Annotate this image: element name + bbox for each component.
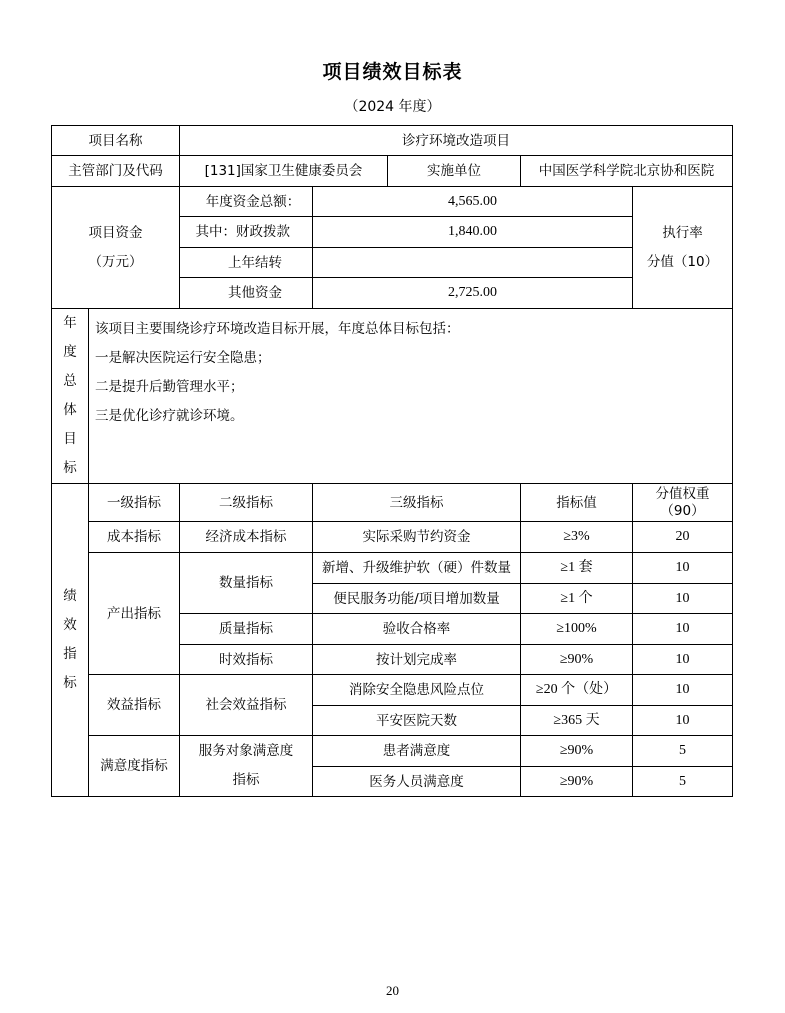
output-quantity-weight: 10 <box>633 584 733 614</box>
unit-value: 中国医学科学院北京协和医院 <box>521 156 733 187</box>
annual-goal-char: 目 <box>63 431 77 447</box>
page-number: 20 <box>386 983 399 998</box>
table-row <box>52 736 733 767</box>
header-value: 指标值 <box>521 484 633 522</box>
output-quality-value: ≥100% <box>521 614 633 645</box>
benefit-value: ≥365 天 <box>521 706 633 736</box>
benefit-value: ≥20 个（处） <box>521 675 633 706</box>
header-level2: 二级指标 <box>180 484 313 522</box>
header-weight-line2: （90） <box>660 502 705 519</box>
annual-goal-char: 度 <box>63 344 77 360</box>
output-timeliness-label: 时效指标 <box>180 645 313 675</box>
output-quantity-value: ≥1 套 <box>521 553 633 584</box>
annual-goal-content <box>89 309 733 484</box>
satisfaction-level2-line1: 服务对象满意度 <box>198 743 294 759</box>
row-project-name <box>52 126 733 156</box>
annual-goal-char: 体 <box>63 402 77 418</box>
satisfaction-level3: 医务人员满意度 <box>313 767 521 797</box>
performance-char: 效 <box>63 617 77 633</box>
annual-goal-char: 年 <box>63 315 77 331</box>
output-timeliness-level3: 按计划完成率 <box>313 645 521 675</box>
satisfaction-level2-line2: 指标 <box>232 772 260 788</box>
cost-level3: 实际采购节约资金 <box>313 522 521 553</box>
satisfaction-level3: 患者满意度 <box>313 736 521 767</box>
funds-label-line1: 项目资金 <box>88 224 143 241</box>
dept-value: [131]国家卫生健康委员会 <box>180 156 388 187</box>
funds-other-label: 其他资金 <box>180 278 313 309</box>
cost-value: ≥3% <box>521 522 633 553</box>
benefit-weight: 10 <box>633 706 733 736</box>
output-quality-level3: 验收合格率 <box>313 614 521 645</box>
annual-goal-char: 总 <box>63 373 77 389</box>
cost-level1: 成本指标 <box>89 522 180 553</box>
row-department <box>52 156 733 187</box>
funds-fiscal-label: 其中：财政拨款 <box>180 217 313 248</box>
output-quantity-weight: 10 <box>633 553 733 584</box>
annual-goal-label <box>52 309 89 484</box>
output-level1: 产出指标 <box>89 553 180 675</box>
satisfaction-weight: 5 <box>633 736 733 767</box>
performance-char: 标 <box>63 675 77 691</box>
benefit-weight: 10 <box>633 675 733 706</box>
page-title: 项目绩效目标表 <box>322 61 463 83</box>
execution-rate-line2: 分值（10） <box>646 253 719 270</box>
row-performance-header <box>52 484 733 522</box>
benefit-level1: 效益指标 <box>89 675 180 736</box>
annual-goal-line: 该项目主要围绕诊疗环境改造目标开展，年度总体目标包括： <box>95 321 460 337</box>
funds-fiscal-value: 1,840.00 <box>313 217 633 248</box>
output-quality-weight: 10 <box>633 614 733 645</box>
performance-label <box>52 484 89 797</box>
cost-weight: 20 <box>633 522 733 553</box>
annual-goal-line: 一是解决医院运行安全隐患； <box>95 350 271 366</box>
cost-level2: 经济成本指标 <box>180 522 313 553</box>
annual-goal-line: 二是提升后勤管理水平； <box>95 379 244 395</box>
performance-char: 指 <box>63 646 77 662</box>
project-name-label: 项目名称 <box>52 126 180 156</box>
satisfaction-weight: 5 <box>633 767 733 797</box>
output-quantity-label: 数量指标 <box>180 553 313 614</box>
funds-carryover-value <box>313 248 633 278</box>
performance-goal-table <box>51 125 733 797</box>
output-quantity-value: ≥1 个 <box>521 584 633 614</box>
funds-label-line2: （万元） <box>88 253 143 270</box>
benefit-level3: 平安医院天数 <box>313 706 521 736</box>
benefit-level3: 消除安全隐患风险点位 <box>313 675 521 706</box>
satisfaction-value: ≥90% <box>521 767 633 797</box>
execution-rate <box>633 187 733 309</box>
funds-total-label: 年度资金总额： <box>180 187 313 217</box>
header-weight-line1: 分值权重 <box>655 485 710 502</box>
output-timeliness-weight: 10 <box>633 645 733 675</box>
benefit-level2: 社会效益指标 <box>180 675 313 736</box>
header-weight <box>633 484 733 522</box>
annual-goal-line: 三是优化诊疗就诊环境。 <box>95 408 244 424</box>
dept-label: 主管部门及代码 <box>52 156 180 187</box>
table-row <box>52 553 733 584</box>
output-quality-label: 质量指标 <box>180 614 313 645</box>
project-name-value: 诊疗环境改造项目 <box>180 126 733 156</box>
satisfaction-level2 <box>180 736 313 797</box>
funds-other-value: 2,725.00 <box>313 278 633 309</box>
header-level1: 一级指标 <box>89 484 180 522</box>
funds-label <box>52 187 180 309</box>
execution-rate-line1: 执行率 <box>662 224 703 241</box>
table-row <box>52 675 733 706</box>
output-quantity-level3: 便民服务功能/项目增加数量 <box>313 584 521 614</box>
unit-label: 实施单位 <box>388 156 521 187</box>
page-subtitle: （2024 年度） <box>344 99 441 115</box>
output-timeliness-value: ≥90% <box>521 645 633 675</box>
table-row <box>52 522 733 553</box>
output-quantity-level3: 新增、升级维护软（硬）件数量 <box>313 553 521 584</box>
satisfaction-level1: 满意度指标 <box>89 736 180 797</box>
header-level3: 三级指标 <box>313 484 521 522</box>
annual-goal-char: 标 <box>63 460 77 476</box>
satisfaction-value: ≥90% <box>521 736 633 767</box>
row-annual-goal <box>52 309 733 484</box>
row-funds-total <box>52 187 733 217</box>
performance-char: 绩 <box>63 588 77 604</box>
funds-carryover-label: 上年结转 <box>180 248 313 278</box>
funds-total-value: 4,565.00 <box>313 187 633 217</box>
